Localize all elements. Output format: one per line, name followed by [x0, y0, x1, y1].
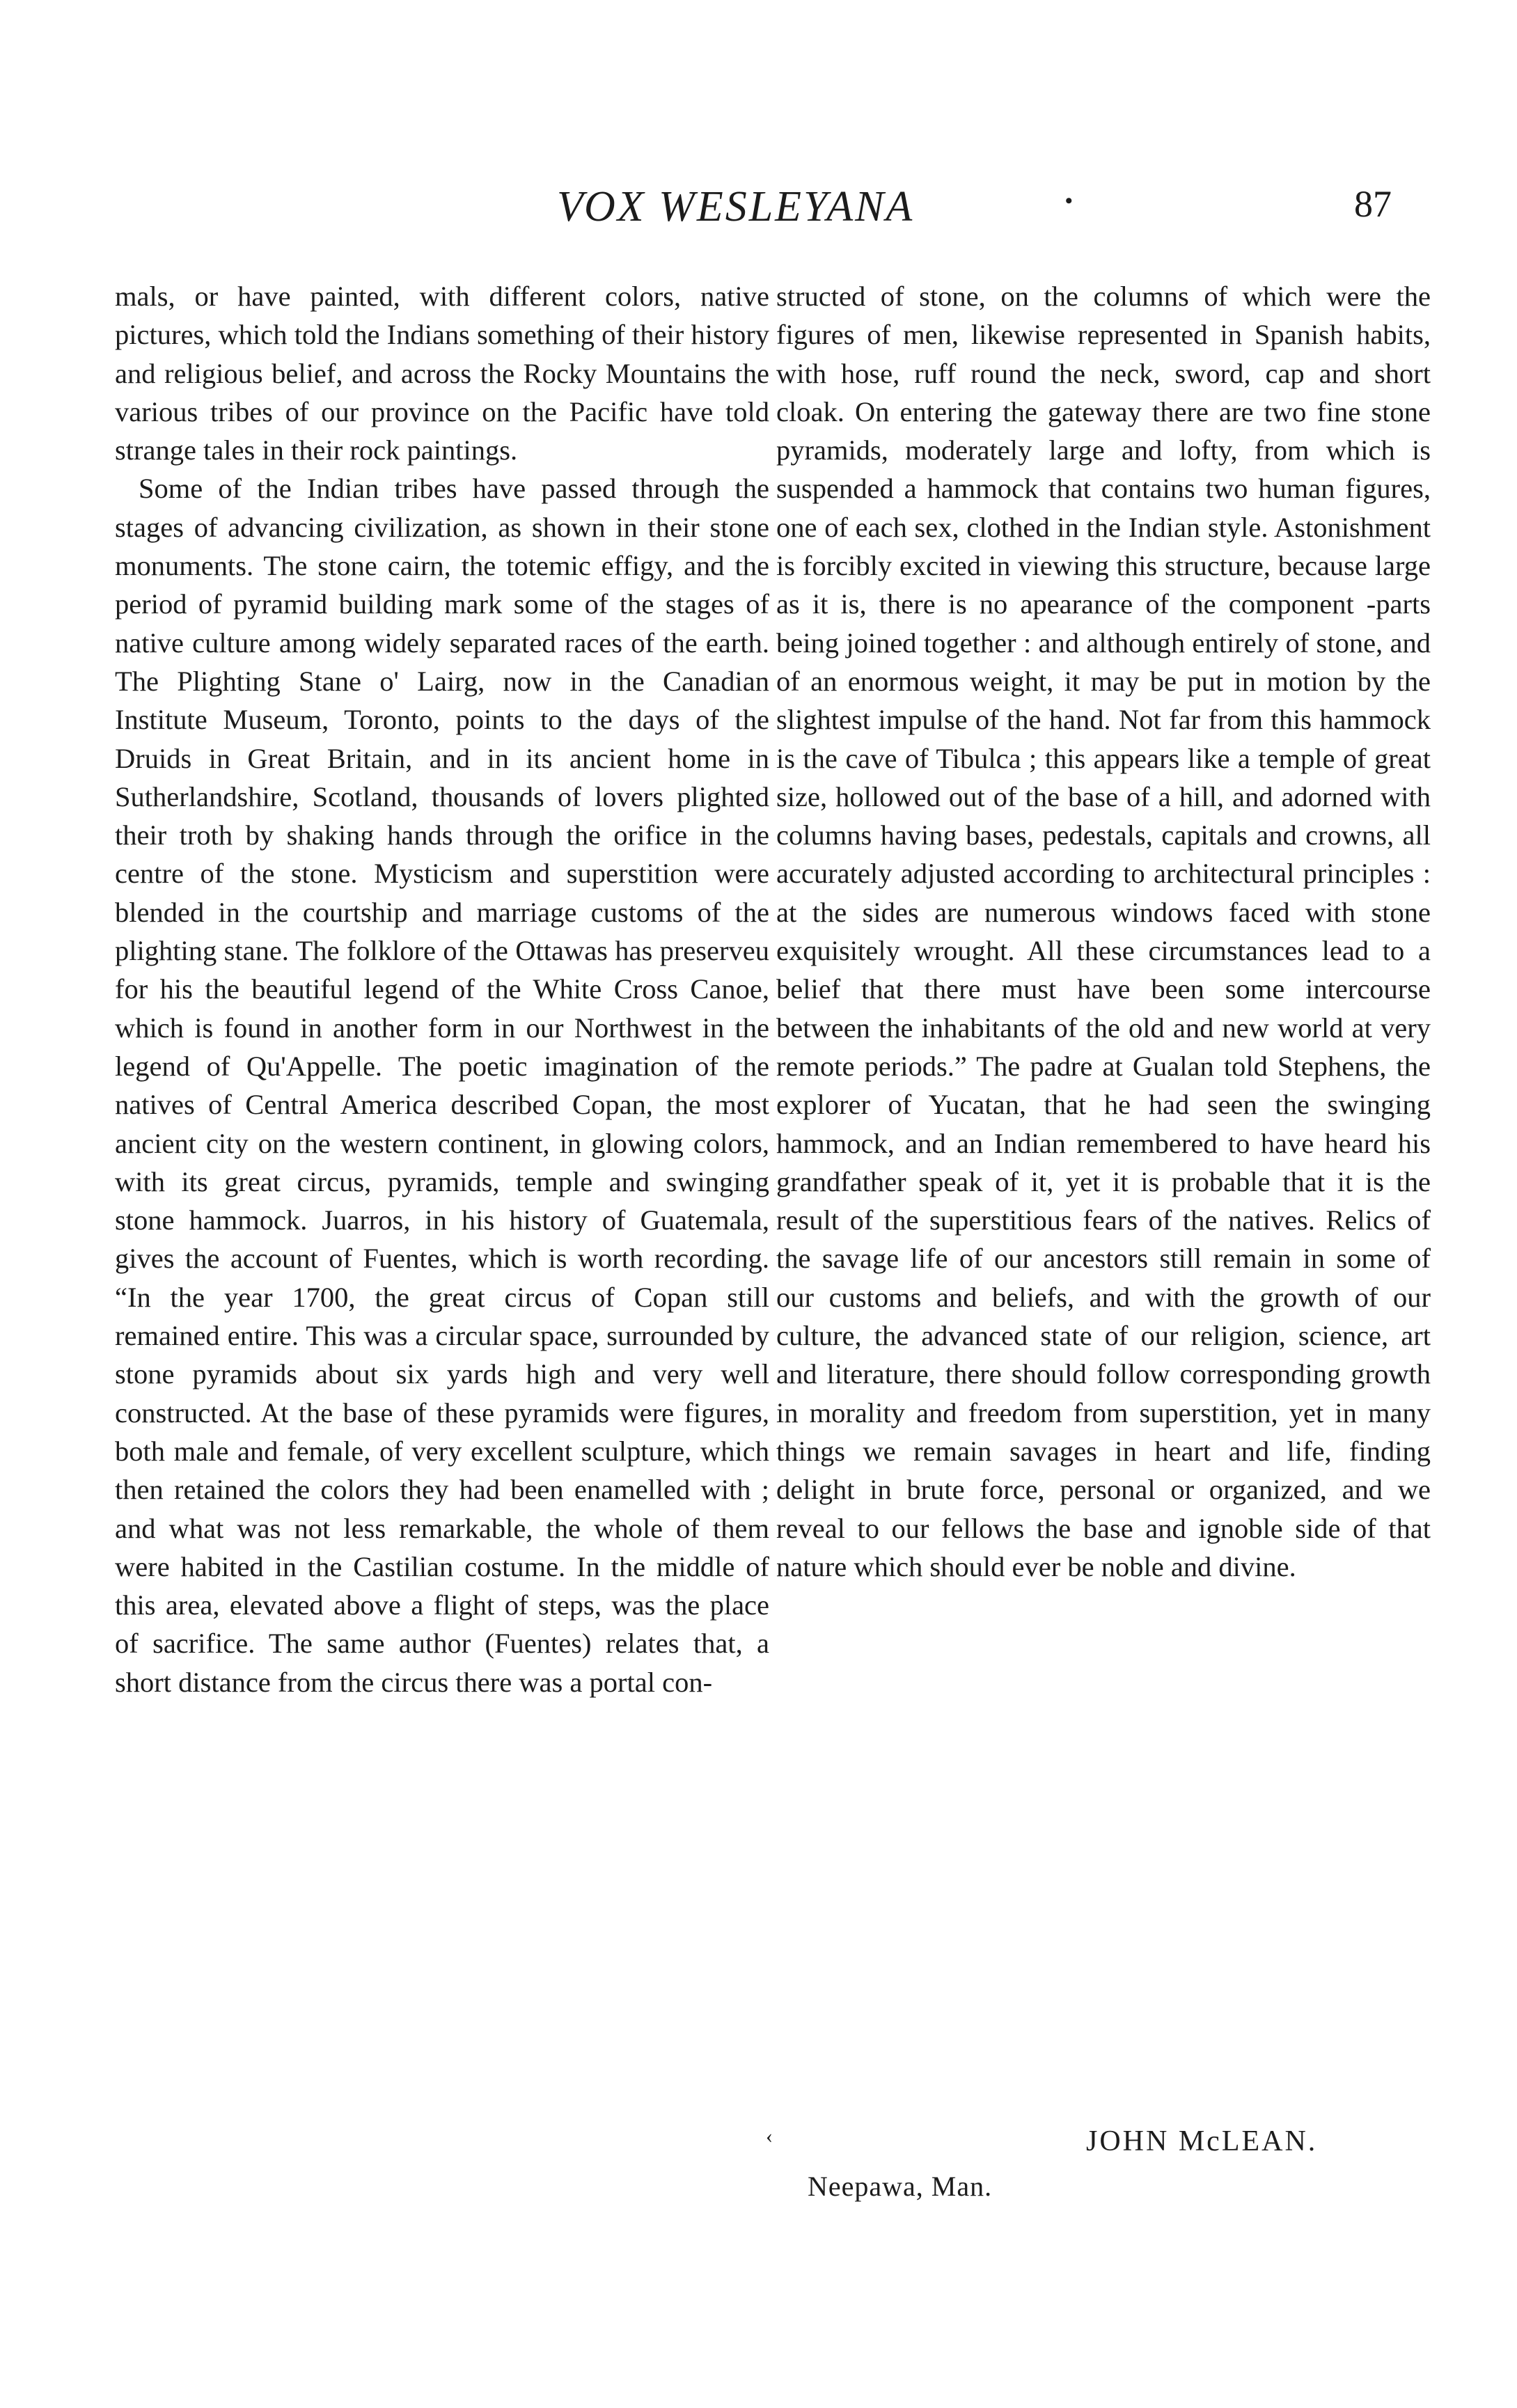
- author-byline: JOHN McLEAN.: [1086, 2125, 1318, 2157]
- left-column: [115, 277, 769, 1701]
- page-number: 87: [1354, 183, 1392, 225]
- right-column: [776, 277, 1431, 1586]
- left-paragraph-stone-monuments: Some of the Indian tribes have passed through the stages of advancing civilization, as shown in their stone monuments. The stone cairn, the totemic effigy, and the period of pyramid building mark some of the stages of native culture among widely separated races of the earth. The Plighting Stane o' Lairg, now in the Canadian Institute Museum, Toronto, points to the days of the Druids in Great Britain, and in its ancient home in Sutherlandshire, Scotland, thousands of lovers plighted their troth by shaking hands through the orifice in the centre of the stone. Mysticism and superstition were blended in the courtship and marriage customs of the plighting stane. The folklore of the Ottawas has preserveu for his the beautiful legend of the White Cross Canoe, which is found in another form in our Northwest in the legend of Qu'Appelle. The poetic imagination of the natives of Central America described Copan, the most ancient city on the western continent, in glowing colors, with its great circus, pyramids, temple and swinging stone hammock. Juarros, in his history of Guatemala, gives the account of Fuentes, which is worth recording. “In the year 1700, the great circus of Copan still remained entire. This was a circular space, surrounded by stone pyramids about six yards high and very well constructed. At the base of these pyramids were figures, both male and female, of very excellent sculpture, which then retained the colors they had been enamelled with ; and what was not less remarkable, the whole of them were habited in the Castilian costume. In the middle of this area, elevated above a flight of steps, was the place of sacrifice. The same author (Fuentes) relates that, a short distance from the circus there was a portal con-: [115, 473, 769, 1698]
- running-head: [0, 182, 1517, 238]
- author-place: Neepawa, Man.: [808, 2171, 993, 2202]
- stray-mark: ‹: [766, 2125, 773, 2148]
- left-paragraph-continued: mals, or have painted, with different colors, native pictures, which told the Indians something of their history and religious belief, and across the Rocky Mountains the various tribes of our province on the Pacific have told strange tales in their rock paintings.: [115, 281, 769, 466]
- header-mark: •: [1065, 189, 1073, 212]
- right-paragraph-continued: structed of stone, on the columns of which were the figures of men, likewise represented in Spanish habits, with hose, ruff round the neck, sword, cap and short cloak. On entering the gateway there are two fine stone pyramids, moderately large and lofty, from which is suspended a hammock that contains two human figures, one of each sex, clothed in the Indian style. Astonishment is forcibly excited in viewing this structure, because large as it is, there is no apearance of the component -parts being joined together : and although entirely of stone, and of an enormous weight, it may be put in motion by the slightest impulse of the hand. Not far from this hammock is the cave of Tibulca ; this appears like a temple of great size, hollowed out of the base of a hill, and adorned with columns having bases, pedestals, capitals and crowns, all accurately adjusted according to architectural principles : at the sides are numerous windows faced with stone exquisitely wrought. All these circumstances lead to a belief that there must have been some intercourse between the inhabitants of the old and new world at very remote periods.” The padre at Gualan told Stephens, the explorer of Yucatan, that he had seen the swinging hammock, and an Indian remembered to have heard his grandfather speak of it, yet it is probable that it is the result of the superstitious fears of the natives. Relics of the savage life of our ancestors still remain in some of our customs and beliefs, and with the growth of our culture, the advanced state of our religion, science, art and literature, there should follow corresponding growth in morality and freedom from superstition, yet in many things we remain savages in heart and life, finding delight in brute force, personal or organized, and we reveal to our fellows the base and ignoble side of that nature which should ever be noble and divine.: [776, 281, 1431, 1582]
- journal-title: VOX WESLEYANA: [557, 183, 915, 230]
